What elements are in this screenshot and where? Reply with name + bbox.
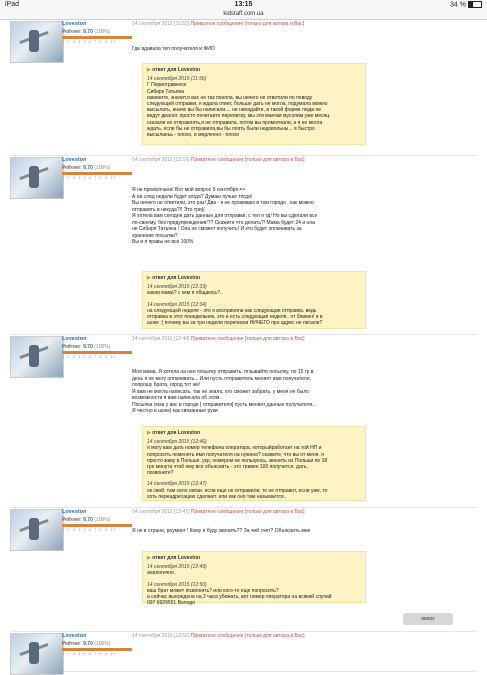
address-bar[interactable]: kidstaff.com.ua — [0, 10, 487, 20]
message-line: Я хотела вам сегодня дать данные для отправки, с тел я тд! Но вы сделали все — [132, 213, 318, 219]
reply-arrow-icon: ▶ — [147, 430, 151, 436]
message-line: по-своему, без предупреждения!?? Скажите что делать?! Мама будет 24 и она — [132, 219, 315, 226]
reply-header: ▶ ответ для Loveston — [147, 430, 201, 436]
rating-scale: 1 2 3 4 5 6 7 8 9 10 — [62, 39, 117, 44]
reply-quote-box — [142, 426, 366, 501]
user-rating: Рейтинг: 9.70 (100%) — [62, 517, 111, 523]
scroll-up-button[interactable]: вверх — [403, 613, 453, 625]
reply-date: 14 сентября 2015 (12:46) — [147, 439, 207, 446]
reply-date: 14 сентября 2015 (12:33) — [147, 284, 207, 291]
reply-line: Г Первотравенск — [147, 82, 187, 89]
reply-line: ведут диалог. просто почитаите переписку. мы эти маечки мусолим уже месяц. — [147, 113, 331, 120]
reply-line: 097 6929551 Володя — [147, 600, 195, 607]
avatar[interactable] — [10, 21, 64, 63]
message-line: Вы и я правы не все 100% — [132, 239, 194, 245]
username-link[interactable]: Loveston — [62, 633, 87, 639]
reply-arrow-icon: ▶ — [147, 67, 151, 73]
post-meta — [132, 509, 305, 515]
post-date: 14 сентября 2015 [12:16] — [132, 157, 190, 163]
post-meta — [132, 157, 305, 163]
reply-quote-box — [142, 271, 366, 329]
reply-date: 14 сентября 2015 (12:50) — [147, 581, 207, 588]
post-date: 14 сентября 2015 [11:52] — [132, 21, 190, 27]
clock: 13:15 — [234, 1, 253, 8]
message-line: хранение посылки? — [132, 232, 178, 239]
private-message-label: Приватное сообщение [только для автора и Вас] — [190, 336, 305, 342]
status-bar — [0, 0, 487, 10]
device-label: iPad — [5, 1, 20, 8]
private-message-label: Приватное сообщение [только для автора и Вас] — [190, 21, 305, 27]
reply-line: сказали не отправлять,я не отправила. потом вы промолчали, а я не могла — [147, 119, 323, 126]
reply-line: аналогично.. — [147, 570, 177, 577]
message-text — [132, 369, 472, 415]
post-date: 14 сентября 2015 [12:44] — [132, 336, 190, 342]
message-text — [132, 187, 472, 246]
battery-indicator: 34 % — [450, 1, 482, 8]
reply-date: 14 сентября 2015 (11:56) — [147, 76, 207, 83]
battery-icon — [468, 1, 482, 8]
reply-line: Сибирк Татьяна — [147, 88, 185, 95]
reply-line: я могу вам дать номер телефона оператора, которыйработает на той НП и — [147, 445, 322, 452]
rating-scale: 1 2 3 4 5 6 7 8 9 10 — [62, 175, 117, 180]
reply-quote-box — [142, 551, 366, 607]
message-line: Вы ничего не ответили, это раз! Два - я не проживаю в том городе , как можно — [132, 200, 314, 206]
reply-date: 14 сентября 2015 (12:49) — [147, 564, 207, 571]
reply-quote-box — [142, 63, 366, 145]
message-post — [10, 334, 478, 508]
message-post — [10, 631, 478, 672]
username-link[interactable]: Loveston — [62, 336, 87, 342]
reply-line: позвоните? — [147, 470, 174, 477]
private-message-label: Приватное сообщение [только для автора и Вас] — [190, 157, 305, 163]
avatar[interactable] — [10, 633, 64, 675]
reply-line: шоке :( почему вы за три недели переписки НИЧЕГО про адрес не писали? — [147, 320, 323, 327]
message-post — [10, 155, 478, 335]
reply-line: а сейчас вынуждена на 2 часа убежать, вот номер оператора на всякий случай — [147, 594, 332, 601]
reply-line: высылаеьь - плохо, и медленно - плохо — [147, 132, 240, 139]
post-meta — [132, 336, 305, 342]
message-line: не Сибиря Татьяна ! Она не сможет получить! И кто будет оплачивать за — [132, 226, 302, 232]
private-message-label: Приватное сообщение [только для автора и Вас] — [190, 633, 305, 639]
rating-scale: 1 2 3 4 5 6 7 8 9 10 — [62, 527, 117, 532]
message-text — [132, 46, 472, 53]
message-line: А на след недели будет когда? Думаю лучше тогда! — [132, 193, 253, 200]
message-line: Я вам не могла написать, так не знала, кто сможет забрать, у меня не было — [132, 388, 309, 395]
message-line: Моя мама. Я хотела на нее посылку отправить, отзывайте посылку, по 15 гр в — [132, 369, 314, 375]
username-link[interactable]: Loveston — [62, 21, 87, 27]
reply-line: отправка в этот понедельник, это и есть следующая неделя.. от бликин! я в — [147, 314, 323, 321]
message-line: Я честно в шоке| как связанные руки — [132, 408, 218, 414]
post-date: 14 сентября 2015 [12:47] — [132, 509, 190, 515]
reply-line: какая мама? с кем я общаюсь?.. — [147, 290, 223, 297]
avatar[interactable] — [10, 336, 64, 378]
reply-date: 14 сентября 2015 (12:34) — [147, 301, 207, 308]
reply-line: извините, значит,я вас не так поняла, вы ничего не ответили по поводу — [147, 94, 313, 101]
reply-line: на следующей неделе - это я восприняла как следующая отправка. ведь — [147, 307, 317, 314]
message-line: Я не промолчала! Вот мой вопрос 9 сентября => — [132, 187, 246, 193]
message-text — [132, 528, 472, 535]
rating-scale: 1 2 3 4 5 6 7 8 9 10 — [62, 354, 117, 359]
message-line: попрошу брата, город тот же! — [132, 382, 201, 388]
reply-line: хоть переадресацию сделают. или как оно там называется.. — [147, 493, 287, 500]
reply-date: 14 сентября 2015 (12:47) — [147, 481, 207, 488]
private-message-label: Приватное сообщение [только для автора и Вас] — [190, 509, 305, 515]
message-line: Посылка пока у вас в городе [ отправителя] пусть меняет данные получателя... — [132, 401, 317, 408]
user-rating: Рейтинг: 9.70 (100%) — [62, 641, 111, 647]
reply-line: ждать. если бы не отправила,вы бы опять были недовольны... я быстро — [147, 125, 315, 132]
post-meta — [132, 21, 304, 27]
username-link[interactable]: Loveston — [62, 157, 87, 163]
message-line: Где вдавала теп получателя и ФИО — [132, 46, 215, 52]
reply-line: грн минута чтоб ему все объяснить - это тривен 100 получится. дать, — [147, 464, 308, 471]
message-line: возможности я вам написала об этом.. — [132, 395, 223, 401]
user-rating: Рейтинг: 9.70 (100%) — [62, 344, 111, 350]
message-line: день я не могу оплачивать... Или пусть отправитель меняет имя получателя, — [132, 375, 311, 382]
avatar[interactable] — [10, 157, 64, 199]
reply-line: следующей отправки, я ждала ответ, больше дать не могла, подумала можно — [147, 101, 328, 108]
reply-header: ▶ ответ для Loveston — [147, 555, 201, 561]
user-rating: Рейтинг: 9.70 (100%) — [62, 165, 111, 171]
username-link[interactable]: Loveston — [62, 509, 87, 515]
reply-header: ▶ ответ для Loveston — [147, 275, 201, 281]
reply-line: просто живу в Польше, укр. номером не пользуюсь, звонить из Польши по 18 — [147, 457, 328, 464]
reply-arrow-icon: ▶ — [147, 275, 151, 281]
reply-line: высылать, иначе вы бы написали.... не нападайте, в такой форме люди не — [147, 107, 322, 114]
avatar[interactable] — [10, 509, 64, 551]
reply-line: ваш брат может позвонить? или кого-то еще попросить? — [147, 587, 279, 594]
reply-line: ок свой. там село связи. если еще не отправили, то не отправит, если уже, то — [147, 487, 328, 494]
post-date: 14 сентября 2015 [12:52] — [132, 633, 190, 639]
user-rating: Рейтинг: 9.70 (100%) — [62, 29, 111, 35]
reply-arrow-icon: ▶ — [147, 555, 151, 561]
message-line: отправить в некуда?!! Это три(( — [132, 206, 205, 213]
rating-scale: 1 2 3 4 5 6 7 8 9 10 — [62, 651, 117, 656]
message-line: Я не в стране, роуминг ! Кому я буду звонить?? За чей счет? Объяснить мне — [132, 528, 311, 534]
reply-line: попросить поменять имя получателя на нужное? скажите, что вы от меня. я — [147, 451, 324, 458]
message-post — [10, 19, 478, 156]
reply-header: ▶ ответ для Loveston — [147, 67, 201, 73]
post-meta — [132, 633, 305, 639]
